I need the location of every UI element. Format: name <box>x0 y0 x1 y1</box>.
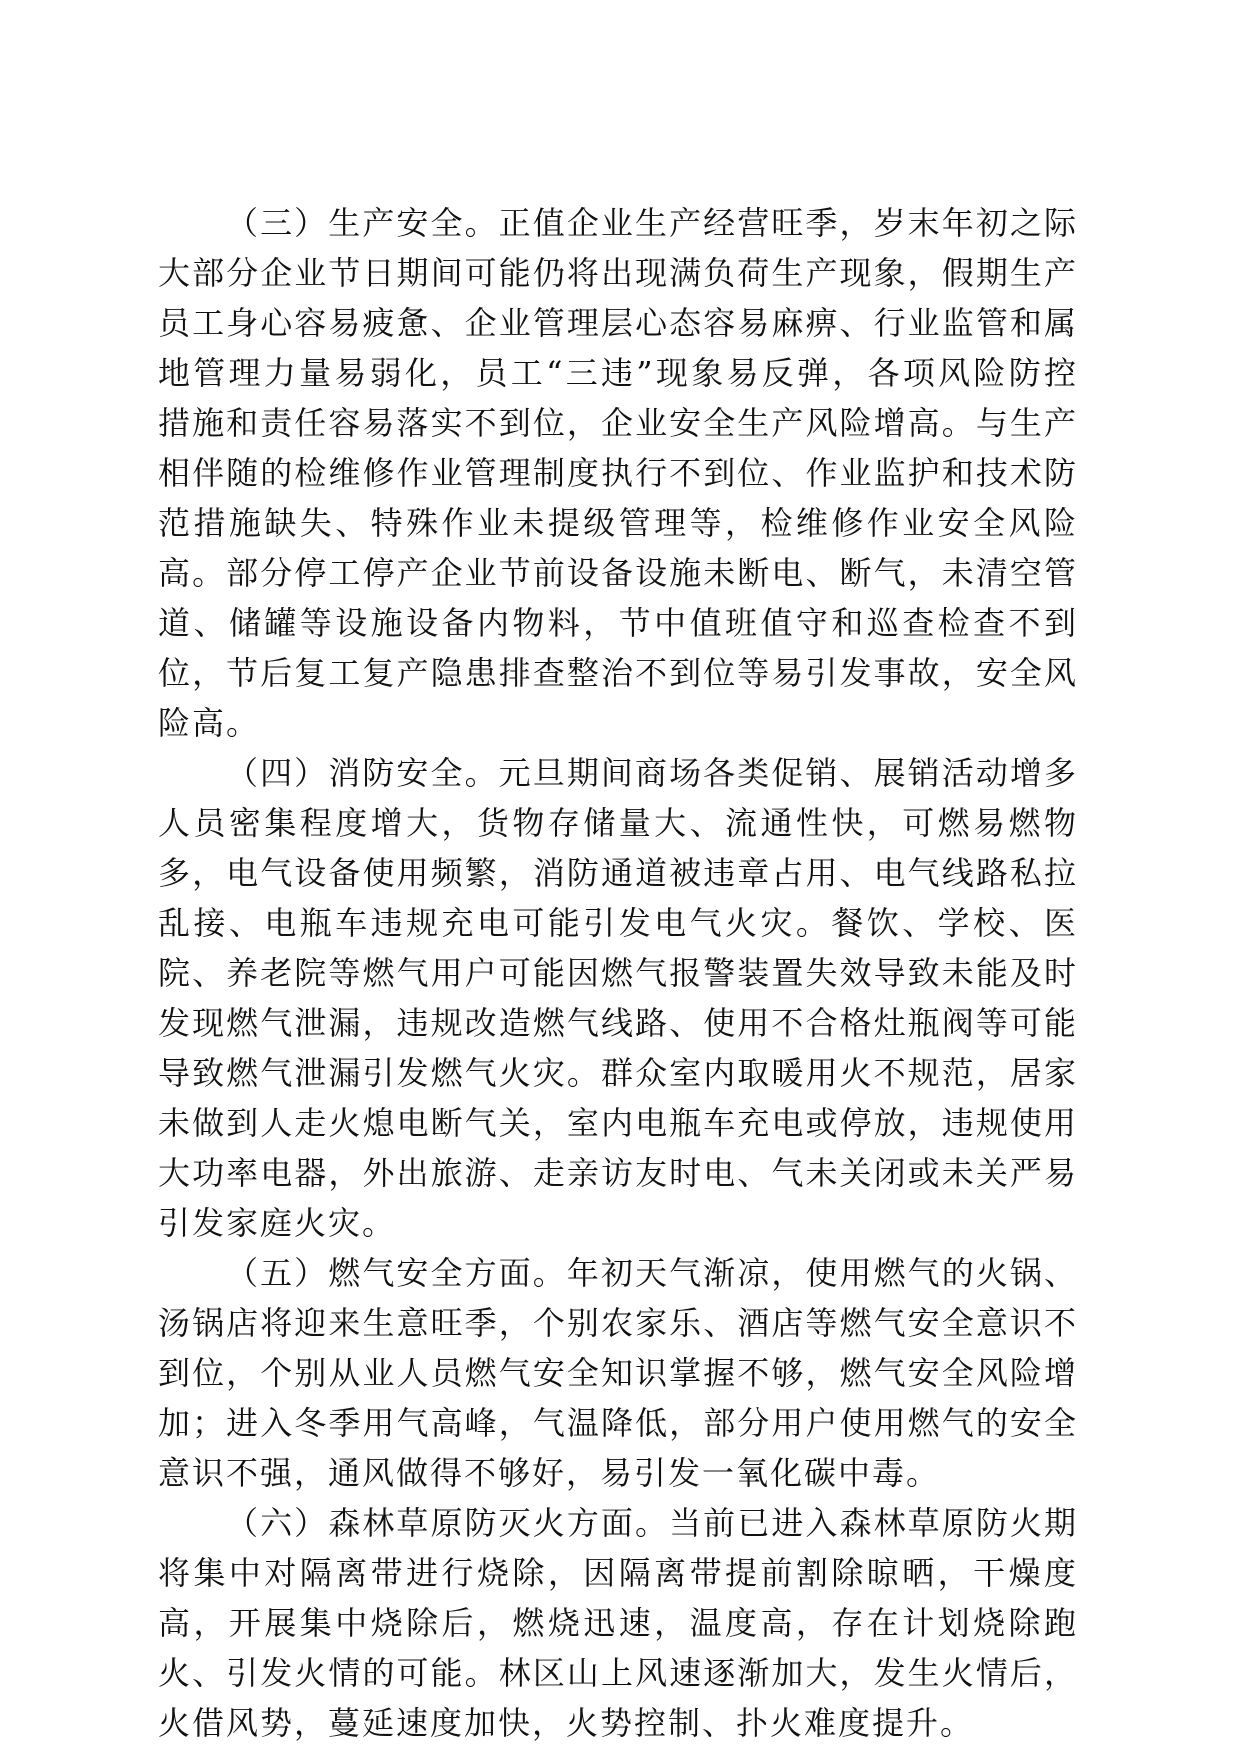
paragraph-gas-safety: （五）燃气安全方面。年初天气渐凉，使用燃气的火锅、汤锅店将迎来生意旺季，个别农家乐、酒店等燃气安全意识不到位，个别从业人员燃气安全知识掌握不够，燃气安全风险增加；进入冬季用气高峰，气温降低，部分用户使用燃气的安全意识不强，通风做得不够好，易引发一氧化碳中毒。 <box>158 1254 1078 1492</box>
document-body <box>158 198 1078 1748</box>
paragraph-production-safety: （三）生产安全。正值企业生产经营旺季，岁末年初之际大部分企业节日期间可能仍将出现满负荷生产现象，假期生产员工身心容易疲惫、企业管理层心态容易麻痹、行业监管和属地管理力量易弱化，员工“三违”现象易反弹，各项风险防控措施和责任容易落实不到位，企业安全生产风险增高。与生产相伴随的检维修作业管理制度执行不到位、作业监护和技术防范措施缺失、特殊作业未提级管理等，检维修作业安全风险高。部分停工停产企业节前设备设施未断电、断气，未清空管道、储罐等设施设备内物料，节中值班值守和巡查检查不到位，节后复工复产隐患排查整治不到位等易引发事故，安全风险高。 <box>158 204 1078 742</box>
paragraph-fire-safety: （四）消防安全。元旦期间商场各类促销、展销活动增多人员密集程度增大，货物存储量大、流通性快，可燃易燃物多，电气设备使用频繁，消防通道被违章占用、电气线路私拉乱接、电瓶车违规充电可能引发电气火灾。餐饮、学校、医院、养老院等燃气用户可能因燃气报警装置失效导致未能及时发现燃气泄漏，违规改造燃气线路、使用不合格灶瓶阀等可能导致燃气泄漏引发燃气火灾。群众室内取暖用火不规范，居家未做到人走火熄电断气关，室内电瓶车充电或停放，违规使用大功率电器，外出旅游、走亲访友时电、气未关闭或未关严易引发家庭火灾。 <box>158 754 1078 1242</box>
paragraph-forest-fire-prevention: （六）森林草原防灭火方面。当前已进入森林草原防火期将集中对隔离带进行烧除，因隔离带提前割除晾晒，干燥度高，开展集中烧除后，燃烧迅速，温度高，存在计划烧除跑火、引发火情的可能。林区山上风速逐渐加大，发生火情后，火借风势，蔓延速度加快，火势控制、扑火难度提升。 <box>158 1504 1078 1742</box>
